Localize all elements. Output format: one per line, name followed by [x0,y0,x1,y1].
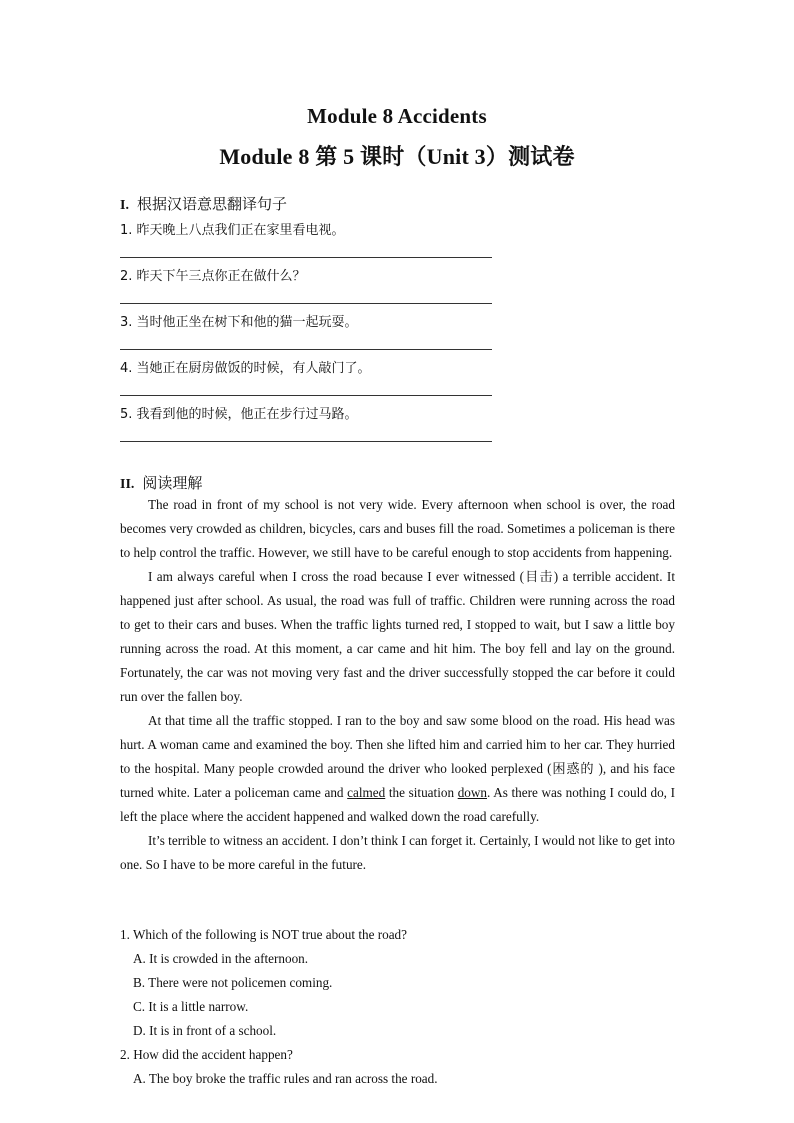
answer-line-2[interactable] [120,303,492,304]
translation-item-4: 4. 当她正在厨房做饭的时候，有人敲门了。 [120,361,371,376]
question-1-option-a[interactable]: A. It is crowded in the afternoon. [133,951,309,966]
question-list [120,923,680,1091]
answer-line-3[interactable] [120,349,492,350]
question-2: 2. How did the accident happen? [120,1047,293,1062]
underlined-word-calmed: calmed [347,785,386,800]
section-2-title: 阅读理解 [142,474,203,492]
section-1-heading [120,193,287,214]
section-2-heading [120,472,202,493]
question-1-option-b[interactable]: B. There were not policemen coming. [133,975,333,990]
page-title: Module 8 Accidents [307,104,487,128]
translation-item-2: 2. 昨天下午三点你正在做什么？ [120,269,306,284]
paragraph-3-text-a: At that time all the traffic stopped. I ran to the boy and saw some blood on the road. His head was hurt. A woman came and examined the boy. Then she lifted him and carried him to her car. They hurried to the hospital. Many people crowded around the driver who looked perplexed (困惑的 ), and his face turned white. Later a policeman came and [120,713,675,800]
paragraph-3-text-b: the situation [385,785,458,800]
reading-passage [120,493,675,877]
section-2-number: II. [120,477,135,492]
answer-line-1[interactable] [120,257,492,258]
paragraph-3-text-c: . As there was nothing I could do, I left the place where the accident happened and walked down the road carefully. [120,785,675,824]
translation-item-5: 5. 我看到他的时候，他正在步行过马路。 [120,407,358,422]
question-2-option-a[interactable]: A. The boy broke the traffic rules and ran across the road. [133,1071,438,1086]
question-1-option-c[interactable]: C. It is a little narrow. [133,999,249,1014]
answer-line-5[interactable] [120,441,492,442]
question-1-option-d[interactable]: D. It is in front of a school. [133,1023,277,1038]
passage-paragraph-2: I am always careful when I cross the road because I ever witnessed (目击) a terrible accident. It happened just after school. As usual, the road was full of traffic. Children were running across the road to get to their cars and buses. When the traffic lights turned red, I stopped to wait, but I saw a little boy running across the road. At this moment, a car came and hit him. The boy fell and lay on the ground. Fortunately, the car was not moving very fast and the driver successfully stopped the car before it could run over the fallen boy. [120,569,675,704]
passage-paragraph-3 [120,709,675,829]
passage-paragraph-1: The road in front of my school is not very wide. Every afternoon when school is over, the road becomes very crowded as children, bicycles, cars and buses fill the road. Sometimes a policeman is there to help control the traffic. However, we still have to be careful enough to stop accidents from happening. [120,497,675,560]
page-subtitle: Module 8 第 5 课时（Unit 3）测试卷 [219,144,575,169]
translation-item-3: 3. 当时他正坐在树下和他的猫一起玩耍。 [120,315,358,330]
translation-item-1: 1. 昨天晚上八点我们正在家里看电视。 [120,223,345,238]
section-1-title: 根据汉语意思翻译句子 [136,195,287,213]
question-1: 1. Which of the following is NOT true about the road? [120,927,408,942]
section-1-number: I. [120,198,129,213]
answer-line-4[interactable] [120,395,492,396]
underlined-word-down: down [457,785,487,800]
passage-paragraph-4: It’s terrible to witness an accident. I don’t think I can forget it. Certainly, I would not like to get into one. So I have to be more careful in the future. [120,833,675,872]
